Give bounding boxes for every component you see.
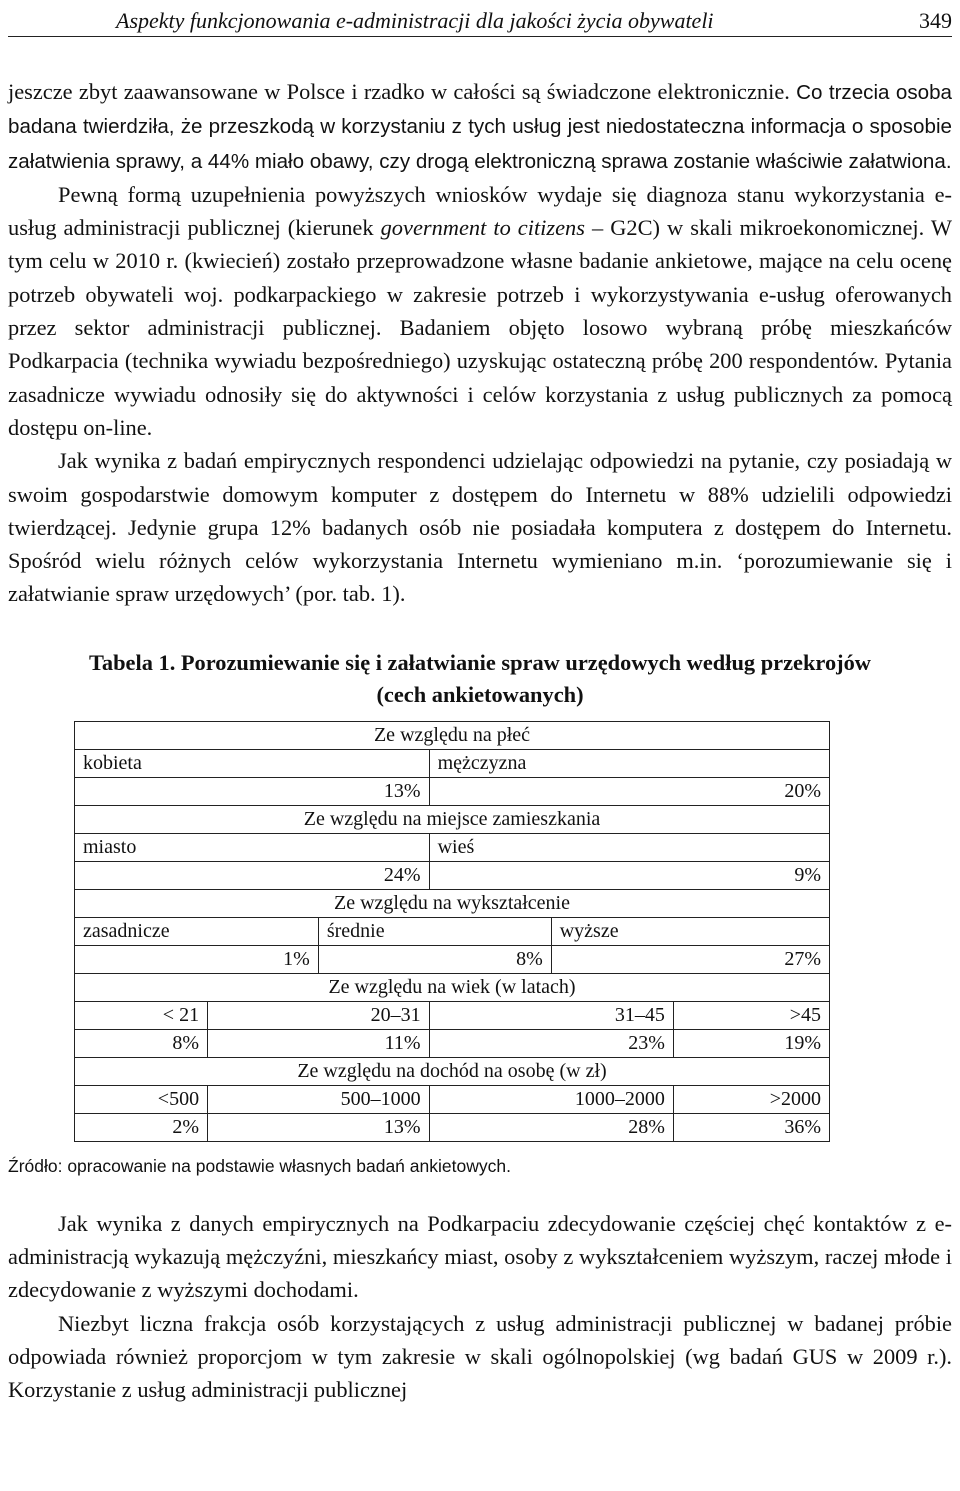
table-row — [75, 917, 830, 945]
table-title-line-2: (cech ankietowanych) — [376, 681, 584, 707]
gender-label-male: mężczyzna — [429, 749, 829, 777]
income-value-1: 2% — [75, 1113, 208, 1141]
age-heading: Ze względu na wiek (w latach) — [75, 973, 830, 1001]
table-row — [75, 861, 830, 889]
age-label-2: 20–31 — [208, 1001, 430, 1029]
education-label-vocational: zasadnicze — [75, 917, 319, 945]
income-heading: Ze względu na dochód na osobę (w zł) — [75, 1057, 830, 1085]
paragraph-1 — [8, 75, 952, 178]
paragraph-2 — [8, 178, 952, 444]
income-value-3: 28% — [429, 1113, 673, 1141]
table-row — [75, 777, 830, 805]
residence-label-village: wieś — [429, 833, 829, 861]
paragraph-2-italic: government to citizens — [380, 215, 585, 241]
income-label-4: >2000 — [673, 1085, 829, 1113]
paragraph-3: Jak wynika z badań empirycznych respondenci udzielając odpowiedzi na pytanie, czy posiadają w swoim gospodarstwie domowym komputer z dostępem do Internetu w 88% udzielili odpowiedzi twierdzącej. Jedynie grupa 12% badanych osób nie posiadała komputera z dostępem do Internetu. Spośród wielu różnych celów wykorzystania Internetu wymieniano m.in. ‘porozumiewanie się i załatwianie spraw urzędowych’ (por. tab. 1). — [8, 448, 952, 607]
income-label-1: <500 — [75, 1085, 208, 1113]
table-row — [75, 973, 830, 1001]
income-value-2: 13% — [208, 1113, 430, 1141]
age-label-1: < 21 — [75, 1001, 208, 1029]
running-header — [8, 2, 952, 37]
table-row — [75, 1029, 830, 1057]
paragraph-2-part-a: Pewną formą uzupełnienia powyższych wniosków wydaje się diagnoza stanu wykorzystania e-usług administracji publicznej (kierunek — [8, 181, 952, 241]
education-heading: Ze względu na wykształcenie — [75, 889, 830, 917]
gender-heading: Ze względu na płeć — [75, 721, 830, 749]
header-title: Aspekty funkcjonowania e-administracji dla jakości życia obywateli — [116, 8, 714, 33]
table-row — [75, 805, 830, 833]
residence-heading: Ze względu na miejsce zamieszkania — [75, 805, 830, 833]
table-row — [75, 945, 830, 973]
table-row — [75, 1001, 830, 1029]
gender-label-female: kobieta — [75, 749, 430, 777]
income-label-2: 500–1000 — [208, 1085, 430, 1113]
education-value-vocational: 1% — [75, 945, 319, 973]
table-source-note: Źródło: opracowanie na podstawie własnych badań ankietowych. — [8, 1155, 511, 1176]
paragraph-5: Niezbyt liczna frakcja osób korzystających z usług administracji publicznej w badanej próbie odpowiada również proporcjom w tym zakresie w skali ogólnopolskiej (wg badań GUS w 2009 r.). Korzystanie z usług administracji publicznej — [8, 1310, 952, 1403]
paragraph-4: Jak wynika z danych empirycznych na Podkarpaciu zdecydowanie częściej chęć kontaktów z e-administracją wykazują mężczyźni, mieszkańcy miast, osoby z wykształceniem wyższym, raczej młode i zdecydowanie z wyższymi dochodami. — [8, 1210, 952, 1303]
paragraph-1-part-b: Co trzecia osoba badana twierdziła, że przeszkodą w korzystaniu z tych usług jest niedostateczna informacja o sposobie załatwienia sprawy, a 44% miało obawy, czy drogą elektroniczną sprawa zostanie właściwie załatwiona. — [8, 81, 952, 173]
age-label-3: 31–45 — [429, 1001, 673, 1029]
education-label-higher: wyższe — [551, 917, 829, 945]
gender-value-female: 13% — [75, 777, 430, 805]
page — [8, 0, 952, 1407]
table-row — [75, 833, 830, 861]
table-row — [75, 721, 830, 749]
residence-value-city: 24% — [75, 861, 430, 889]
age-value-3: 23% — [429, 1029, 673, 1057]
table-title-line-1: Tabela 1. Porozumiewanie się i załatwianie spraw urzędowych według przekrojów — [89, 649, 871, 675]
age-label-4: >45 — [673, 1001, 829, 1029]
age-value-2: 11% — [208, 1029, 430, 1057]
education-value-secondary: 8% — [318, 945, 551, 973]
paragraph-2-part-b: – G2C) w skali mikroekonomicznej. W tym celu w 2010 r. (kwiecień) zostało przeprowadzone własne badanie ankietowe, mające na celu ocenę potrzeb obywateli woj. podkarpackiego w zakresie potrzeb i wykorzystywania e-usług oferowanych przez sektor administracji publicznej. Badaniem objęto losowo wybraną próbę mieszkańców Podkarpacia (technika wywiadu bezpośredniego) uzyskując ostateczną próbę 200 respondentów. Pytania zasadnicze wywiadu odnosiły się do aktywności i celów korzystania z usług publicznych za pomocą dostępu on-line. — [8, 215, 952, 440]
table-row — [75, 1113, 830, 1141]
page-number: 349 — [919, 8, 952, 33]
income-value-4: 36% — [673, 1113, 829, 1141]
gender-value-male: 20% — [429, 777, 829, 805]
residence-label-city: miasto — [75, 833, 430, 861]
table-row — [75, 1057, 830, 1085]
age-value-1: 8% — [75, 1029, 208, 1057]
age-value-4: 19% — [673, 1029, 829, 1057]
income-label-3: 1000–2000 — [429, 1085, 673, 1113]
data-table — [74, 721, 830, 1142]
table-row — [75, 1085, 830, 1113]
table-row — [75, 889, 830, 917]
table-title — [8, 647, 952, 711]
education-value-higher: 27% — [551, 945, 829, 973]
paragraph-1-part-a: jeszcze zbyt zaawansowane w Polsce i rzadko w całości są świadczone elektronicznie. — [8, 79, 797, 104]
residence-value-village: 9% — [429, 861, 829, 889]
education-label-secondary: średnie — [318, 917, 551, 945]
table-row — [75, 749, 830, 777]
